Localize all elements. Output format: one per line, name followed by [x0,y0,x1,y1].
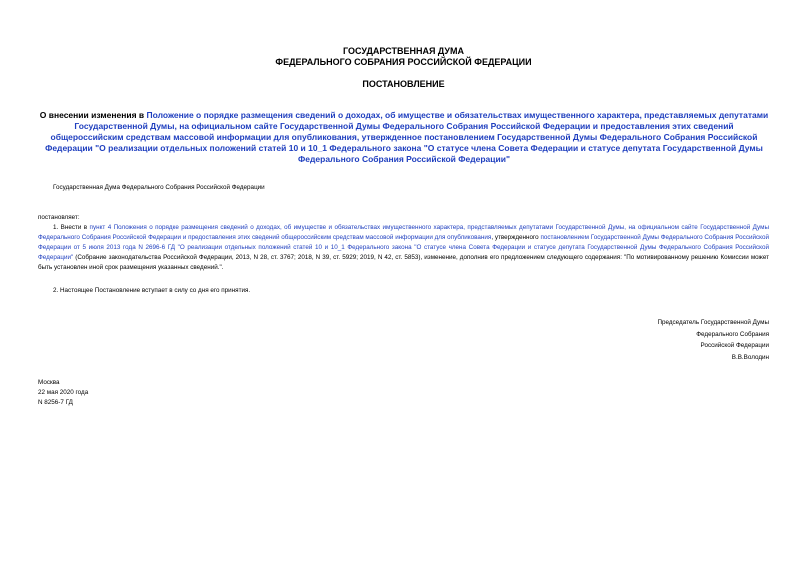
signature-name: В.В.Володин [731,353,769,361]
para1-link-2[interactable]: постановлением Государственной Думы Федерального Собрания Российской Федерации от 5 июля 2013 года N 2696-6 ГД "О реализации отдельных положений статей 10 и 10_1 Федерального закона "О статусе члена Совета Федерации и статусе депутата Государственной Думы Федерального Собрания Российской Федерации" [38,234,769,261]
para1-text-1: 1. Внести в [53,224,90,231]
issuer-text: Государственная Дума Федерального Собрания Российской Федерации [53,184,265,191]
paragraph-1 [38,223,769,273]
footer-number: N 8256-7 ГД [38,399,73,406]
para1-link-1[interactable]: пункт 4 Положения о порядке размещения сведений о доходах, об имуществе и обязательствах имущественного характера, представляемых депутатами Государственной Думы, на официальном сайте Государственной Думы Федерального Собрания Российской Федерации и предоставления этих сведений общероссийским средствам массовой информации для опубликования [38,224,769,241]
signature-block [657,317,769,363]
footer-city: Москва [38,379,60,386]
header-line-2: ФЕДЕРАЛЬНОГО СОБРАНИЯ РОССИЙСКОЙ ФЕДЕРАЦИИ [275,57,532,67]
footer-block [38,378,88,408]
document-title [38,110,770,165]
signature-line-3: Российской Федерации [700,342,769,349]
title-link[interactable]: Положение о порядке размещения сведений о доходах, об имуществе и обязательствах имущественного характера, представляемых депутатами Государственной Думы, на официальном сайте Государственной Думы Федерального Собрания Российской Федерации и предоставления этих сведений общероссийским средствам массовой информации для опубликования, утвержденное постановлением Государственной Думы Федерального Собрания Российской Федерации "О реализации отдельных положений статей 10 и 10_1 Федерального закона "О статусе члена Совета Федерации и статусе депутата Государственной Думы Федерального Собрания Российской Федерации" [45,110,769,164]
resolves-text: постановляет: [38,214,80,221]
para1-text-3: (Собрание законодательства Российской Федерации, 2013, N 28, ст. 3767; 2018, N 39, ст. 5929; 2019, N 42, ст. 5853), изменение, дополнив его предложением следующего содержания: "По мотивированному решению Комиссии может быть установлен иной срок размещения указанных сведений.". [38,254,769,271]
header-line-1: ГОСУДАРСТВЕННАЯ ДУМА [342,46,465,56]
footer-date: 22 мая 2020 года [38,389,89,396]
signature-line-2: Федерального Собрания [696,330,769,338]
document-type: ПОСТАНОВЛЕНИЕ [362,79,445,89]
signature-line-1: Председатель Государственной Думы [657,319,769,326]
title-prefix: О внесении изменения в [39,110,147,120]
para1-text-2: , утвержденного [491,234,541,241]
paragraph-2: 2. Настоящее Постановление вступает в силу со дня его принятия. [53,287,251,294]
